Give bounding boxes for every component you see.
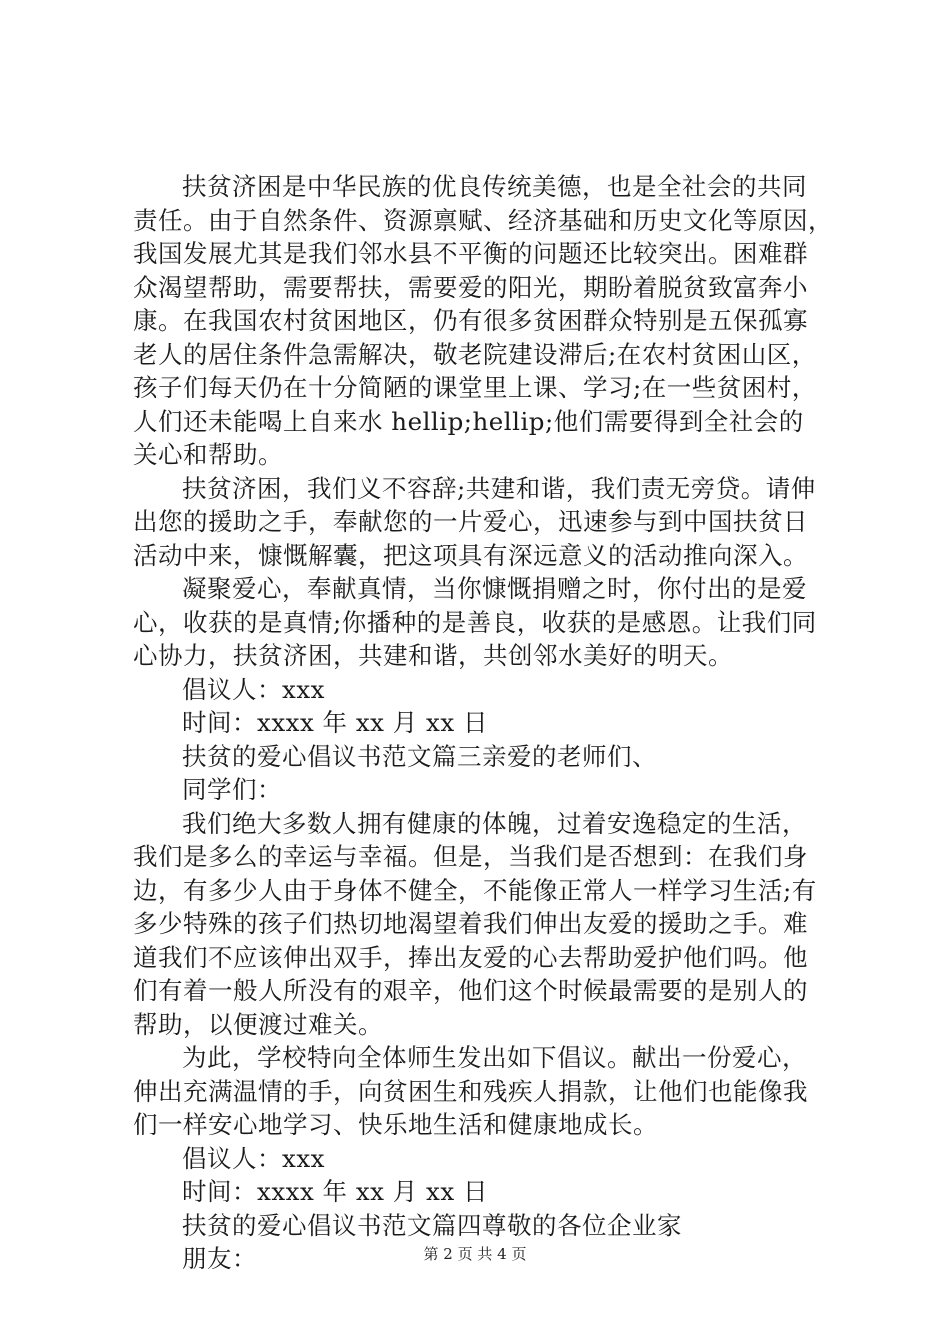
text-line: 扶贫的爱心倡议书范文篇三亲爱的老师们、 [182,741,657,771]
text-line: 同学们： [182,775,282,804]
text-line: 倡议人：xxx [182,1143,325,1173]
text-line: 们有着一般人所没有的艰辛，他们这个时候最需要的是别人的 [133,976,808,1005]
text-line: 心协力，扶贫济困，共建和谐，共创邻水美好的明天。 [133,641,733,670]
text-line: 孩子们每天仍在十分简陋的课堂里上课、学习;在一些贫困村， [133,373,817,402]
text-line: 我国发展尤其是我们邻水县不平衡的问题还比较突出。困难群 [133,239,808,268]
text-line: 们一样安心地学习、快乐地生活和健康地成长。 [133,1110,658,1139]
text-line: 人们还未能喝上自来水 hellip;hellip;他们需要得到全社会的 [133,406,804,436]
text-line: 关心和帮助。 [133,440,283,469]
text-line: 康。在我国农村贫困地区，仍有很多贫困群众特别是五保孤寡 [133,306,808,335]
text-line: 扶贫济困，我们义不容辞;共建和谐，我们责无旁贷。请伸 [182,473,816,503]
text-line: 活动中来，慷慨解囊，把这项具有深远意义的活动推向深入。 [133,540,808,570]
text-line: 扶贫济困是中华民族的优良传统美德，也是全社会的共同 [182,172,807,201]
text-line: 边，有多少人由于身体不健全，不能像正常人一样学习生活;有 [133,875,817,905]
text-line: 心，收获的是真情;你播种的是善良，收获的是感恩。让我们同 [133,607,817,637]
text-line: 我们是多么的幸运与幸福。但是，当我们是否想到：在我们身 [133,842,808,871]
text-line: 倡议人：xxx [182,674,325,704]
text-line: 时间：xxxx 年 xx 月 xx 日 [182,1177,488,1206]
text-line: 扶贫的爱心倡议书范文篇四尊敬的各位企业家 [182,1210,682,1240]
text-line: 老人的居住条件急需解决，敬老院建设滞后;在农村贫困山区， [133,339,817,369]
text-line: 为此，学校特向全体师生发出如下倡议。献出一份爱心， [182,1043,807,1072]
text-line: 伸出充满温情的手，向贫困生和残疾人捐款，让他们也能像我 [133,1076,808,1106]
text-line: 时间：xxxx 年 xx 月 xx 日 [182,708,488,737]
document-body [133,170,833,1276]
text-line: 凝聚爱心，奉献真情，当你慷慨捐赠之时，你付出的是爱 [182,574,807,603]
text-line: 我们绝大多数人拥有健康的体魄，过着安逸稳定的生活， [182,808,807,838]
text-line: 多少特殊的孩子们热切地渴望着我们伸出友爱的援助之手。难 [133,909,808,938]
text-line: 众渴望帮助，需要帮扶，需要爱的阳光，期盼着脱贫致富奔小 [133,272,808,302]
text-line: 帮助，以便渡过难关。 [133,1009,383,1039]
text-line: 朋友： [182,1244,257,1273]
text-line: 道我们不应该伸出双手，捧出友爱的心去帮助爱护他们吗。他 [133,942,808,972]
text-line: 责任。由于自然条件、资源禀赋、经济基础和历史文化等原因， [133,205,833,235]
text-line: 出您的援助之手，奉献您的一片爱心，迅速参与到中国扶贫日 [133,507,808,536]
page-number-footer: 第 2 页 共 4 页 [423,1245,527,1263]
